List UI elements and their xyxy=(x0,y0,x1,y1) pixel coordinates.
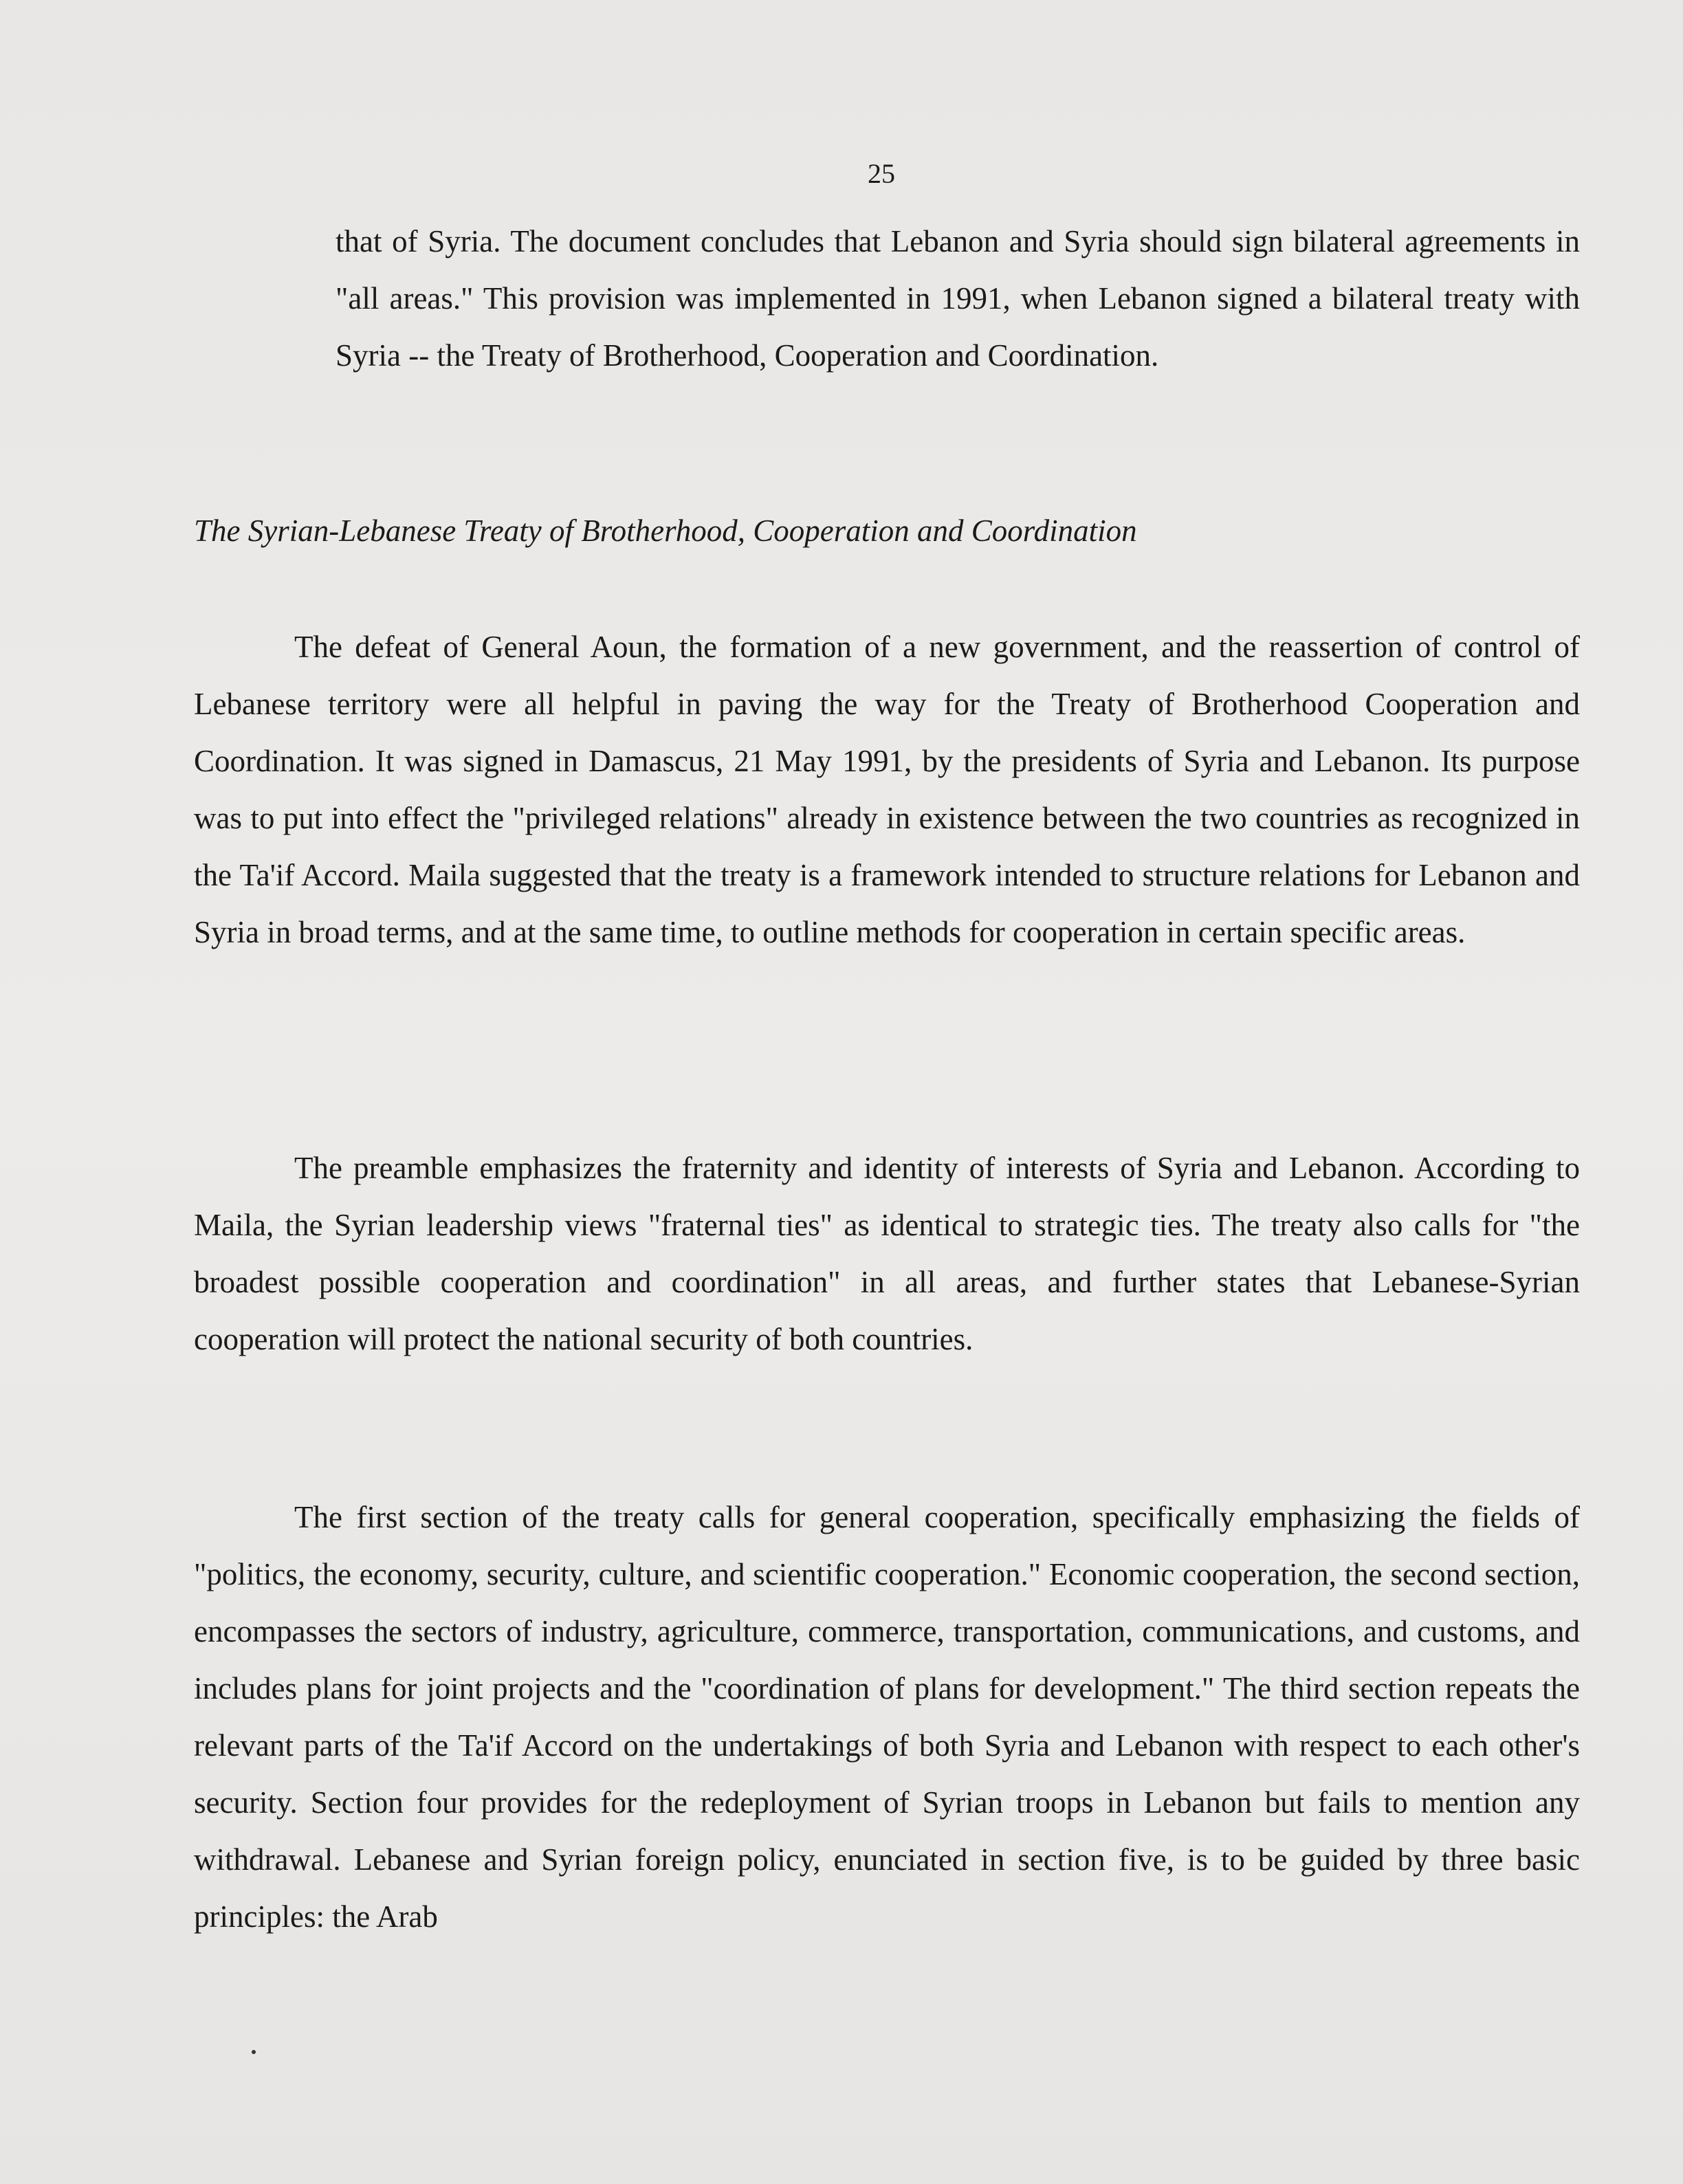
body-paragraph-2: The preamble emphasizes the fraternity and identity of interests of Syria and Lebanon. According to Maila, the Syrian leadership views "fraternal ties" as identical to strategic ties. The treaty also calls for "the broadest possible cooperation and coordination" in all areas, and further states that Lebanese-Syrian cooperation will protect the national security of both countries. xyxy=(194,1151,1580,1356)
body-paragraph-1: The defeat of General Aoun, the formation of a new government, and the reassertion of control of Lebanese territory were all helpful in paving the way for the Treaty of Brotherhood Cooperation and Coordination. It was signed in Damascus, 21 May 1991, by the presidents of Syria and Lebanon. Its purpose was to put into effect the "privileged relations" already in existence between the two countries as recognized in the Ta'if Accord. Maila suggested that the treaty is a framework intended to structure relations for Lebanon and Syria in broad terms, and at the same time, to outline methods for cooperation in certain specific areas. xyxy=(194,630,1580,949)
continuation-paragraph: that of Syria. The document concludes that Lebanon and Syria should sign bilateral agreements in "all areas." This provision was implemented in 1991, when Lebanon signed a bilateral treaty with Syria -- the Treaty of Brotherhood, Cooperation and Coordination. xyxy=(336,224,1580,373)
stray-mark xyxy=(252,2050,256,2054)
page-number: 25 xyxy=(868,158,895,189)
body-paragraph-3: The first section of the treaty calls for general cooperation, specifically emphasizing the fields of "politics, the economy, security, culture, and scientific cooperation." Economic cooperation, the second section, encompasses the sectors of industry, agriculture, commerce, transportation, communications, and customs, and includes plans for joint projects and the "coordination of plans for development." The third section repeats the relevant parts of the Ta'if Accord on the undertakings of both Syria and Lebanon with respect to each other's security. Section four provides for the redeployment of Syrian troops in Lebanon but fails to mention any withdrawal. Lebanese and Syrian foreign policy, enunciated in section five, is to be guided by three basic principles: the Arab xyxy=(194,1500,1580,1934)
section-heading: The Syrian-Lebanese Treaty of Brotherhood, Cooperation and Coordination xyxy=(194,514,1137,548)
